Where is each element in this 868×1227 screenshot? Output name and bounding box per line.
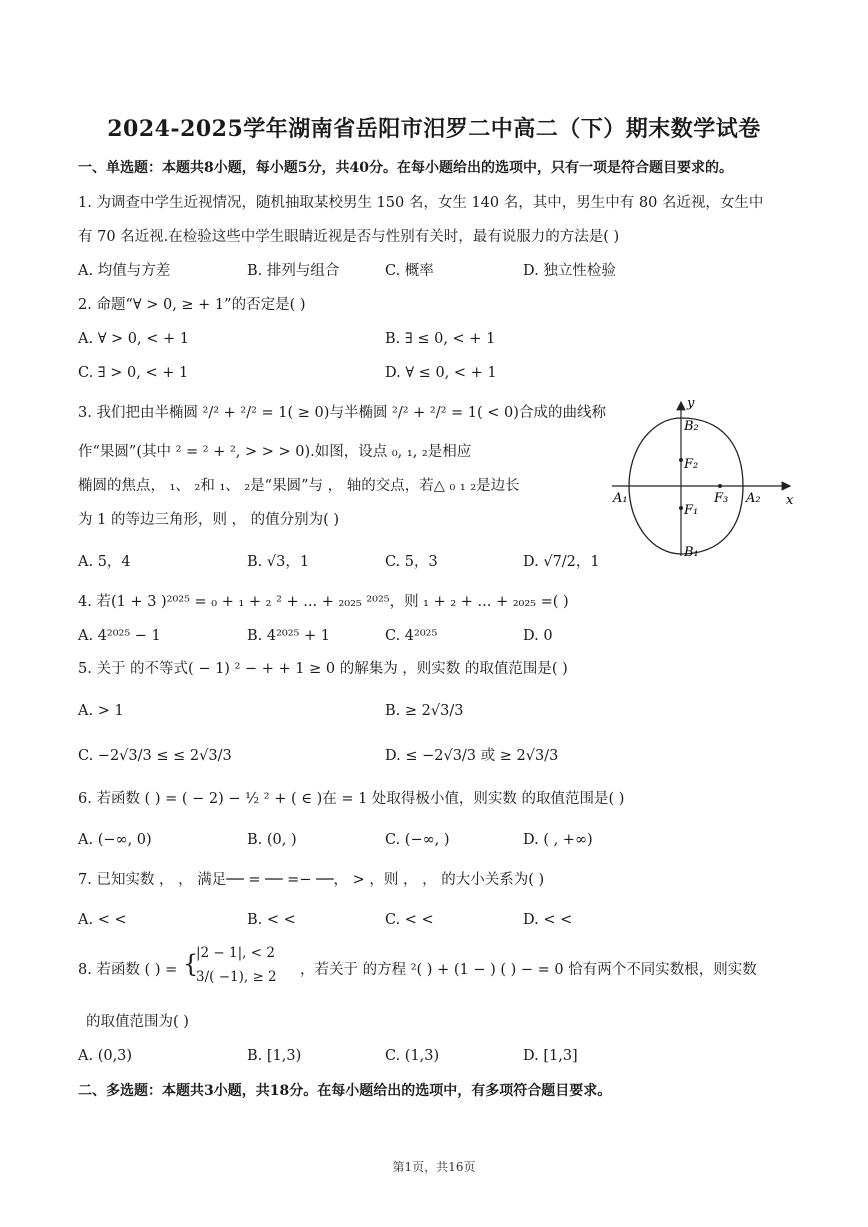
question-7-option-b: B. < <: [247, 912, 296, 928]
label-f2: F₂: [684, 457, 699, 472]
label-f3: F₃: [714, 491, 729, 506]
question-8-piece-2: 3/( −1), ≥ 2: [196, 969, 277, 985]
fruit-curve-figure: [608, 396, 798, 564]
question-4-option-c: C. 4²⁰²⁵: [385, 628, 438, 644]
question-8-prefix: 8. 若函数 ( ) =: [78, 962, 178, 978]
question-8-option-a: A. (0,3): [78, 1048, 133, 1064]
question-3-line-2: 作“果圆”(其中 ² = ² + ², > > > 0).如图，设点 ₀, ₁, ₂是相应: [78, 444, 472, 460]
question-8-suffix: ，若关于 的方程 ²( ) + (1 − ) ( ) − = 0 恰有两个不同实数根，则实数: [300, 962, 757, 978]
question-5-option-c: C. −2√3/3 ≤ ≤ 2√3/3: [78, 748, 232, 764]
piecewise-brace: {: [183, 950, 199, 978]
question-6-option-c: C. (−∞, ): [385, 832, 450, 848]
question-1-option-a: A. 均值与方差: [78, 263, 171, 279]
question-6-option-a: A. (−∞, 0): [78, 832, 152, 848]
question-8-piece-1: |2 − 1|, < 2: [196, 945, 275, 961]
question-1-option-d: D. 独立性检验: [523, 263, 616, 279]
label-f1: F₁: [684, 503, 699, 518]
question-4-stem: 4. 若(1 + 3 )²⁰²⁵ = ₀ + ₁ + ₂ ² + ... + ₂₀₂₅ ²⁰²⁵，则 ₁ + ₂ + ... + ₂₀₂₅ =( ): [78, 594, 569, 610]
question-3-option-b: B. √3，1: [247, 554, 310, 570]
question-5-option-a: A. > 1: [78, 703, 124, 719]
question-8-option-d: D. [1,3]: [523, 1048, 578, 1064]
question-8-option-b: B. [1,3): [247, 1048, 302, 1064]
page-title: 2024-2025学年湖南省岳阳市汨罗二中高二（下）期末数学试卷: [107, 116, 761, 142]
question-7-option-a: A. < <: [78, 912, 127, 928]
question-1-line-2: 有 70 名近视.在检验这些中学生眼睛近视是否与性别有关时，最有说服力的方法是( ): [78, 229, 620, 245]
question-5-option-d: D. ≤ −2√3/3 或 ≥ 2√3/3: [385, 748, 559, 764]
question-5-stem: 5. 关于 的不等式( − 1) ² − + + 1 ≥ 0 的解集为 ，则实数 的取值范围是( ): [78, 661, 568, 677]
question-5-option-b: B. ≥ 2√3/3: [385, 703, 464, 719]
focus-f3-point: [718, 484, 722, 488]
x-axis-label: x: [786, 493, 794, 508]
question-2-option-d: D. ∀ ≤ 0, < + 1: [385, 365, 497, 381]
question-3-line-4: 为 1 的等边三角形，则 ， 的值分别为( ): [78, 512, 340, 528]
label-b2: B₂: [684, 419, 699, 434]
question-6-option-d: D. ( , +∞): [523, 832, 593, 848]
question-3-option-d: D. √7/2，1: [523, 554, 600, 570]
section-heading-single-choice: 一、单选题：本题共8小题，每小题5分，共40分。在每小题给出的选项中，只有一项是符合题目要求的。: [78, 160, 733, 176]
question-4-option-b: B. 4²⁰²⁵ + 1: [247, 628, 330, 644]
label-b1: B₁: [684, 545, 699, 560]
question-1-option-b: B. 排列与组合: [247, 263, 340, 279]
question-7-option-c: C. < <: [385, 912, 434, 928]
label-a2: A₂: [746, 491, 761, 506]
question-7-stem: 7. 已知实数 ， ， 满足── = ── =− ──， > ，则 ， ， 的大小关系为( ): [78, 872, 545, 888]
page-footer: 第1页，共16页: [392, 1160, 476, 1174]
question-3-option-a: A. 5，4: [78, 554, 131, 570]
question-8-option-c: C. (1,3): [385, 1048, 440, 1064]
question-2-option-c: C. ∃ > 0, < + 1: [78, 365, 189, 381]
question-2-stem: 2. 命题“∀ > 0, ≥ + 1”的否定是( ): [78, 297, 306, 313]
question-4-option-a: A. 4²⁰²⁵ − 1: [78, 628, 161, 644]
y-axis-label: y: [687, 396, 695, 411]
section-heading-multiple-choice: 二、多选题：本题共3小题，共18分。在每小题给出的选项中，有多项符合题目要求。: [78, 1083, 612, 1099]
question-6-stem: 6. 若函数 ( ) = ( − 2) − ½ ² + ( ∈ )在 = 1 处取得极小值，则实数 的取值范围是( ): [78, 791, 625, 807]
question-4-option-d: D. 0: [523, 628, 553, 644]
focus-f1-point: [679, 506, 683, 510]
question-7-option-d: D. < <: [523, 912, 573, 928]
question-3-line-3: 椭圆的焦点， ₁、 ₂和 ₁、 ₂是“果圆”与 ， 轴的交点，若△ ₀ ₁ ₂是边长: [78, 478, 520, 494]
focus-f2-point: [679, 458, 683, 462]
question-3-option-c: C. 5，3: [385, 554, 438, 570]
question-8-line-2: 的取值范围为( ): [86, 1014, 189, 1030]
question-6-option-b: B. (0, ): [247, 832, 297, 848]
question-1-line-1: 1. 为调查中学生近视情况，随机抽取某校男生 150 名，女生 140 名，其中，男生中有 80 名近视，女生中: [78, 195, 764, 211]
question-3-line-1: 3. 我们把由半椭圆 ²/² + ²/² = 1( ≥ 0)与半椭圆 ²/² + ²/² = 1( < 0)合成的曲线称: [78, 405, 606, 421]
question-1-option-c: C. 概率: [385, 263, 434, 279]
label-a1: A₁: [613, 491, 628, 506]
question-2-option-b: B. ∃ ≤ 0, < + 1: [385, 331, 496, 347]
question-2-option-a: A. ∀ > 0, < + 1: [78, 331, 189, 347]
